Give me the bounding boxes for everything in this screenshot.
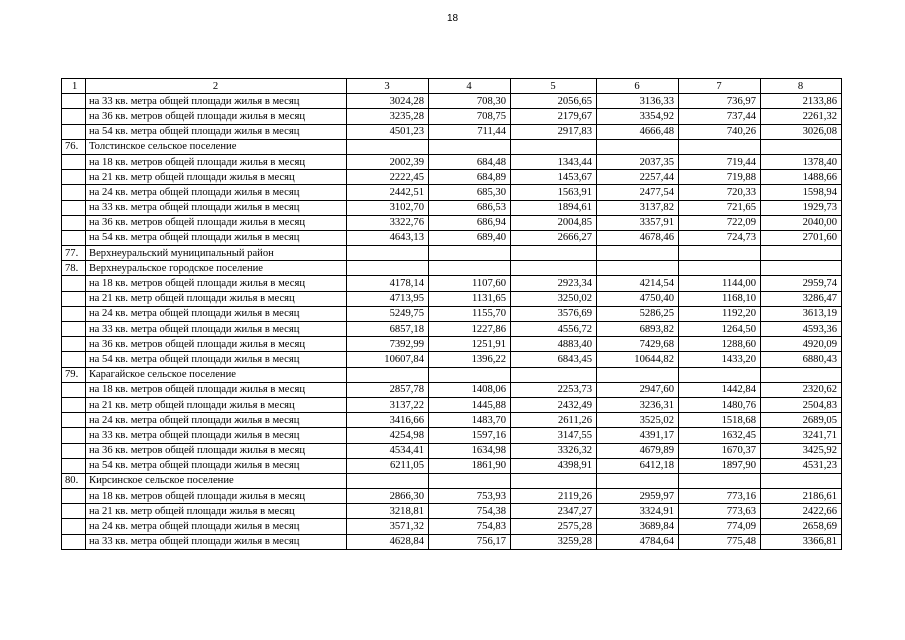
value-cell: 3613,19	[761, 306, 842, 321]
row-number-cell	[62, 109, 86, 124]
row-label-cell: на 18 кв. метров общей площади жилья в месяц	[86, 489, 347, 504]
value-cell: 1897,90	[679, 458, 761, 473]
table-row	[62, 200, 842, 215]
value-cell: 1288,60	[679, 337, 761, 352]
row-number-cell	[62, 413, 86, 428]
row-number-cell	[62, 94, 86, 109]
section-number-cell: 78.	[62, 261, 86, 276]
value-cell: 2611,26	[511, 413, 597, 428]
row-label-cell: на 54 кв. метра общей площади жилья в месяц	[86, 124, 347, 139]
table-row	[62, 458, 842, 473]
value-cell: 2133,86	[761, 94, 842, 109]
value-cell: 1227,86	[429, 322, 511, 337]
value-cell: 2923,34	[511, 276, 597, 291]
value-cell: 4534,41	[347, 443, 429, 458]
value-cell: 689,40	[429, 230, 511, 245]
row-number-cell	[62, 200, 86, 215]
value-cell: 6211,05	[347, 458, 429, 473]
value-cell: 2658,69	[761, 519, 842, 534]
table-row	[62, 306, 842, 321]
value-cell: 754,83	[429, 519, 511, 534]
value-cell: 2442,51	[347, 185, 429, 200]
empty-cell	[679, 139, 761, 154]
table-body	[62, 79, 842, 550]
tariff-table	[61, 78, 842, 550]
empty-cell	[761, 261, 842, 276]
value-cell: 1144,00	[679, 276, 761, 291]
table-row	[62, 124, 842, 139]
value-cell: 3026,08	[761, 124, 842, 139]
section-name-cell: Кирсинское сельское поселение	[86, 473, 347, 488]
value-cell: 2056,65	[511, 94, 597, 109]
empty-cell	[761, 139, 842, 154]
value-cell: 2857,78	[347, 382, 429, 397]
row-number-cell	[62, 291, 86, 306]
value-cell: 1634,98	[429, 443, 511, 458]
empty-cell	[429, 246, 511, 261]
value-cell: 10607,84	[347, 352, 429, 367]
value-cell: 4398,91	[511, 458, 597, 473]
row-label-cell: на 18 кв. метров общей площади жилья в месяц	[86, 382, 347, 397]
row-label-cell: на 21 кв. метр общей площади жилья в месяц	[86, 504, 347, 519]
value-cell: 2504,83	[761, 397, 842, 412]
empty-cell	[511, 261, 597, 276]
value-cell: 4784,64	[597, 534, 679, 549]
value-cell: 2959,97	[597, 489, 679, 504]
empty-cell	[597, 246, 679, 261]
column-number-cell: 5	[511, 79, 597, 94]
value-cell: 737,44	[679, 109, 761, 124]
section-name-cell: Верхнеуральский муниципальный район	[86, 246, 347, 261]
section-name-cell: Толстинское сельское поселение	[86, 139, 347, 154]
value-cell: 708,75	[429, 109, 511, 124]
row-label-cell: на 36 кв. метров общей площади жилья в месяц	[86, 215, 347, 230]
row-number-cell	[62, 397, 86, 412]
value-cell: 1251,91	[429, 337, 511, 352]
value-cell: 684,48	[429, 154, 511, 169]
value-cell: 2004,85	[511, 215, 597, 230]
empty-cell	[511, 367, 597, 382]
row-label-cell: на 18 кв. метров общей площади жилья в месяц	[86, 276, 347, 291]
value-cell: 3425,92	[761, 443, 842, 458]
value-cell: 4713,95	[347, 291, 429, 306]
row-number-cell	[62, 230, 86, 245]
row-label-cell: на 21 кв. метр общей площади жилья в месяц	[86, 170, 347, 185]
value-cell: 754,38	[429, 504, 511, 519]
row-number-cell	[62, 322, 86, 337]
row-label-cell: на 54 кв. метра общей площади жилья в месяц	[86, 458, 347, 473]
row-label-cell: на 18 кв. метров общей площади жилья в месяц	[86, 154, 347, 169]
value-cell: 1168,10	[679, 291, 761, 306]
value-cell: 1408,06	[429, 382, 511, 397]
empty-cell	[679, 473, 761, 488]
value-cell: 3322,76	[347, 215, 429, 230]
table-row	[62, 489, 842, 504]
value-cell: 3326,32	[511, 443, 597, 458]
value-cell: 6843,45	[511, 352, 597, 367]
value-cell: 686,94	[429, 215, 511, 230]
value-cell: 1343,44	[511, 154, 597, 169]
table-row	[62, 94, 842, 109]
value-cell: 2040,00	[761, 215, 842, 230]
empty-cell	[597, 139, 679, 154]
value-cell: 7429,68	[597, 337, 679, 352]
empty-cell	[429, 367, 511, 382]
value-cell: 2959,74	[761, 276, 842, 291]
row-number-cell	[62, 382, 86, 397]
value-cell: 1894,61	[511, 200, 597, 215]
row-number-cell	[62, 337, 86, 352]
value-cell: 1433,20	[679, 352, 761, 367]
row-number-cell	[62, 534, 86, 549]
value-cell: 1518,68	[679, 413, 761, 428]
value-cell: 2179,67	[511, 109, 597, 124]
value-cell: 1445,88	[429, 397, 511, 412]
value-cell: 6857,18	[347, 322, 429, 337]
value-cell: 5286,25	[597, 306, 679, 321]
section-row	[62, 473, 842, 488]
empty-cell	[511, 473, 597, 488]
table-row	[62, 428, 842, 443]
value-cell: 4628,84	[347, 534, 429, 549]
table-row	[62, 215, 842, 230]
value-cell: 3147,55	[511, 428, 597, 443]
empty-cell	[429, 473, 511, 488]
row-label-cell: на 24 кв. метра общей площади жилья в месяц	[86, 519, 347, 534]
value-cell: 2917,83	[511, 124, 597, 139]
section-name-cell: Верхнеуральское городское поселение	[86, 261, 347, 276]
value-cell: 1264,50	[679, 322, 761, 337]
empty-cell	[761, 473, 842, 488]
section-number-cell: 80.	[62, 473, 86, 488]
value-cell: 2037,35	[597, 154, 679, 169]
value-cell: 711,44	[429, 124, 511, 139]
value-cell: 2666,27	[511, 230, 597, 245]
section-row	[62, 367, 842, 382]
value-cell: 3241,71	[761, 428, 842, 443]
value-cell: 2422,66	[761, 504, 842, 519]
table-row	[62, 154, 842, 169]
value-cell: 2701,60	[761, 230, 842, 245]
table-row	[62, 382, 842, 397]
value-cell: 2186,61	[761, 489, 842, 504]
column-number-cell: 7	[679, 79, 761, 94]
section-row	[62, 261, 842, 276]
row-number-cell	[62, 352, 86, 367]
table-row	[62, 230, 842, 245]
value-cell: 1131,65	[429, 291, 511, 306]
table-row	[62, 504, 842, 519]
value-cell: 1861,90	[429, 458, 511, 473]
section-number-cell: 77.	[62, 246, 86, 261]
empty-cell	[679, 246, 761, 261]
table-row	[62, 337, 842, 352]
row-number-cell	[62, 489, 86, 504]
section-name-cell: Карагайское сельское поселение	[86, 367, 347, 382]
value-cell: 3024,28	[347, 94, 429, 109]
value-cell: 2261,32	[761, 109, 842, 124]
value-cell: 3136,33	[597, 94, 679, 109]
value-cell: 3235,28	[347, 109, 429, 124]
column-number-cell: 2	[86, 79, 347, 94]
value-cell: 1480,76	[679, 397, 761, 412]
value-cell: 2689,05	[761, 413, 842, 428]
empty-cell	[429, 261, 511, 276]
value-cell: 1670,37	[679, 443, 761, 458]
table-row	[62, 352, 842, 367]
value-cell: 4920,09	[761, 337, 842, 352]
row-number-cell	[62, 185, 86, 200]
value-cell: 1378,40	[761, 154, 842, 169]
row-number-cell	[62, 458, 86, 473]
value-cell: 6893,82	[597, 322, 679, 337]
row-label-cell: на 21 кв. метр общей площади жилья в месяц	[86, 397, 347, 412]
value-cell: 1488,66	[761, 170, 842, 185]
column-number-cell: 4	[429, 79, 511, 94]
row-label-cell: на 36 кв. метров общей площади жилья в месяц	[86, 443, 347, 458]
row-number-cell	[62, 154, 86, 169]
value-cell: 756,17	[429, 534, 511, 549]
empty-cell	[761, 246, 842, 261]
value-cell: 1929,73	[761, 200, 842, 215]
value-cell: 722,09	[679, 215, 761, 230]
row-number-cell	[62, 504, 86, 519]
value-cell: 708,30	[429, 94, 511, 109]
value-cell: 4214,54	[597, 276, 679, 291]
table-row	[62, 109, 842, 124]
value-cell: 1396,22	[429, 352, 511, 367]
value-cell: 1107,60	[429, 276, 511, 291]
value-cell: 4679,89	[597, 443, 679, 458]
table-row	[62, 322, 842, 337]
value-cell: 740,26	[679, 124, 761, 139]
value-cell: 3571,32	[347, 519, 429, 534]
value-cell: 3416,66	[347, 413, 429, 428]
section-number-cell: 79.	[62, 367, 86, 382]
row-number-cell	[62, 276, 86, 291]
value-cell: 1598,94	[761, 185, 842, 200]
value-cell: 3576,69	[511, 306, 597, 321]
empty-cell	[347, 367, 429, 382]
value-cell: 719,88	[679, 170, 761, 185]
empty-cell	[761, 367, 842, 382]
value-cell: 3324,91	[597, 504, 679, 519]
value-cell: 4643,13	[347, 230, 429, 245]
table-row	[62, 443, 842, 458]
value-cell: 3354,92	[597, 109, 679, 124]
value-cell: 773,16	[679, 489, 761, 504]
value-cell: 1632,45	[679, 428, 761, 443]
value-cell: 4593,36	[761, 322, 842, 337]
value-cell: 721,65	[679, 200, 761, 215]
column-number-cell: 1	[62, 79, 86, 94]
row-number-cell	[62, 124, 86, 139]
value-cell: 4391,17	[597, 428, 679, 443]
section-row	[62, 246, 842, 261]
table-row	[62, 291, 842, 306]
section-row	[62, 139, 842, 154]
column-number-cell: 6	[597, 79, 679, 94]
value-cell: 1453,67	[511, 170, 597, 185]
table-row	[62, 170, 842, 185]
value-cell: 4883,40	[511, 337, 597, 352]
value-cell: 736,97	[679, 94, 761, 109]
column-number-cell: 3	[347, 79, 429, 94]
value-cell: 724,73	[679, 230, 761, 245]
value-cell: 4556,72	[511, 322, 597, 337]
value-cell: 2347,27	[511, 504, 597, 519]
row-label-cell: на 24 кв. метра общей площади жилья в месяц	[86, 185, 347, 200]
value-cell: 720,33	[679, 185, 761, 200]
value-cell: 6880,43	[761, 352, 842, 367]
section-number-cell: 76.	[62, 139, 86, 154]
value-cell: 3357,91	[597, 215, 679, 230]
value-cell: 3250,02	[511, 291, 597, 306]
value-cell: 2320,62	[761, 382, 842, 397]
row-number-cell	[62, 519, 86, 534]
value-cell: 4501,23	[347, 124, 429, 139]
value-cell: 2222,45	[347, 170, 429, 185]
value-cell: 2119,26	[511, 489, 597, 504]
value-cell: 4178,14	[347, 276, 429, 291]
table-row	[62, 534, 842, 549]
row-label-cell: на 36 кв. метров общей площади жилья в месяц	[86, 109, 347, 124]
value-cell: 1563,91	[511, 185, 597, 200]
value-cell: 775,48	[679, 534, 761, 549]
value-cell: 774,09	[679, 519, 761, 534]
row-label-cell: на 54 кв. метра общей площади жилья в месяц	[86, 230, 347, 245]
row-label-cell: на 24 кв. метра общей площади жилья в месяц	[86, 306, 347, 321]
value-cell: 1442,84	[679, 382, 761, 397]
value-cell: 5249,75	[347, 306, 429, 321]
value-cell: 2257,44	[597, 170, 679, 185]
value-cell: 2866,30	[347, 489, 429, 504]
empty-cell	[347, 139, 429, 154]
empty-cell	[679, 261, 761, 276]
value-cell: 1483,70	[429, 413, 511, 428]
table-row	[62, 185, 842, 200]
value-cell: 4666,48	[597, 124, 679, 139]
value-cell: 1155,70	[429, 306, 511, 321]
row-label-cell: на 24 кв. метра общей площади жилья в месяц	[86, 413, 347, 428]
value-cell: 2575,28	[511, 519, 597, 534]
column-number-cell: 8	[761, 79, 842, 94]
row-number-cell	[62, 215, 86, 230]
empty-cell	[679, 367, 761, 382]
value-cell: 6412,18	[597, 458, 679, 473]
value-cell: 2002,39	[347, 154, 429, 169]
value-cell: 3236,31	[597, 397, 679, 412]
value-cell: 2253,73	[511, 382, 597, 397]
value-cell: 753,93	[429, 489, 511, 504]
value-cell: 3137,82	[597, 200, 679, 215]
row-label-cell: на 54 кв. метра общей площади жилья в месяц	[86, 352, 347, 367]
value-cell: 4531,23	[761, 458, 842, 473]
empty-cell	[347, 473, 429, 488]
row-label-cell: на 21 кв. метр общей площади жилья в месяц	[86, 291, 347, 306]
value-cell: 3137,22	[347, 397, 429, 412]
value-cell: 3286,47	[761, 291, 842, 306]
value-cell: 4750,40	[597, 291, 679, 306]
row-number-cell	[62, 306, 86, 321]
row-number-cell	[62, 170, 86, 185]
row-label-cell: на 33 кв. метра общей площади жилья в месяц	[86, 94, 347, 109]
row-number-cell	[62, 428, 86, 443]
table-row	[62, 519, 842, 534]
value-cell: 7392,99	[347, 337, 429, 352]
value-cell: 4254,98	[347, 428, 429, 443]
table-row	[62, 397, 842, 412]
row-label-cell: на 36 кв. метров общей площади жилья в месяц	[86, 337, 347, 352]
value-cell: 686,53	[429, 200, 511, 215]
empty-cell	[597, 261, 679, 276]
value-cell: 3218,81	[347, 504, 429, 519]
column-number-row	[62, 79, 842, 94]
empty-cell	[511, 246, 597, 261]
row-label-cell: на 33 кв. метра общей площади жилья в месяц	[86, 428, 347, 443]
value-cell: 3689,84	[597, 519, 679, 534]
empty-cell	[597, 473, 679, 488]
value-cell: 3366,81	[761, 534, 842, 549]
value-cell: 1597,16	[429, 428, 511, 443]
value-cell: 2947,60	[597, 382, 679, 397]
value-cell: 773,63	[679, 504, 761, 519]
empty-cell	[347, 261, 429, 276]
table-row	[62, 413, 842, 428]
value-cell: 3259,28	[511, 534, 597, 549]
value-cell: 684,89	[429, 170, 511, 185]
empty-cell	[429, 139, 511, 154]
row-label-cell: на 33 кв. метра общей площади жилья в месяц	[86, 322, 347, 337]
value-cell: 685,30	[429, 185, 511, 200]
row-label-cell: на 33 кв. метра общей площади жилья в месяц	[86, 534, 347, 549]
empty-cell	[347, 246, 429, 261]
value-cell: 3102,70	[347, 200, 429, 215]
value-cell: 4678,46	[597, 230, 679, 245]
value-cell: 2477,54	[597, 185, 679, 200]
row-label-cell: на 33 кв. метра общей площади жилья в месяц	[86, 200, 347, 215]
value-cell: 1192,20	[679, 306, 761, 321]
value-cell: 719,44	[679, 154, 761, 169]
empty-cell	[511, 139, 597, 154]
table-row	[62, 276, 842, 291]
row-number-cell	[62, 443, 86, 458]
empty-cell	[597, 367, 679, 382]
value-cell: 10644,82	[597, 352, 679, 367]
page-number: 18	[446, 13, 459, 24]
value-cell: 2432,49	[511, 397, 597, 412]
value-cell: 3525,02	[597, 413, 679, 428]
